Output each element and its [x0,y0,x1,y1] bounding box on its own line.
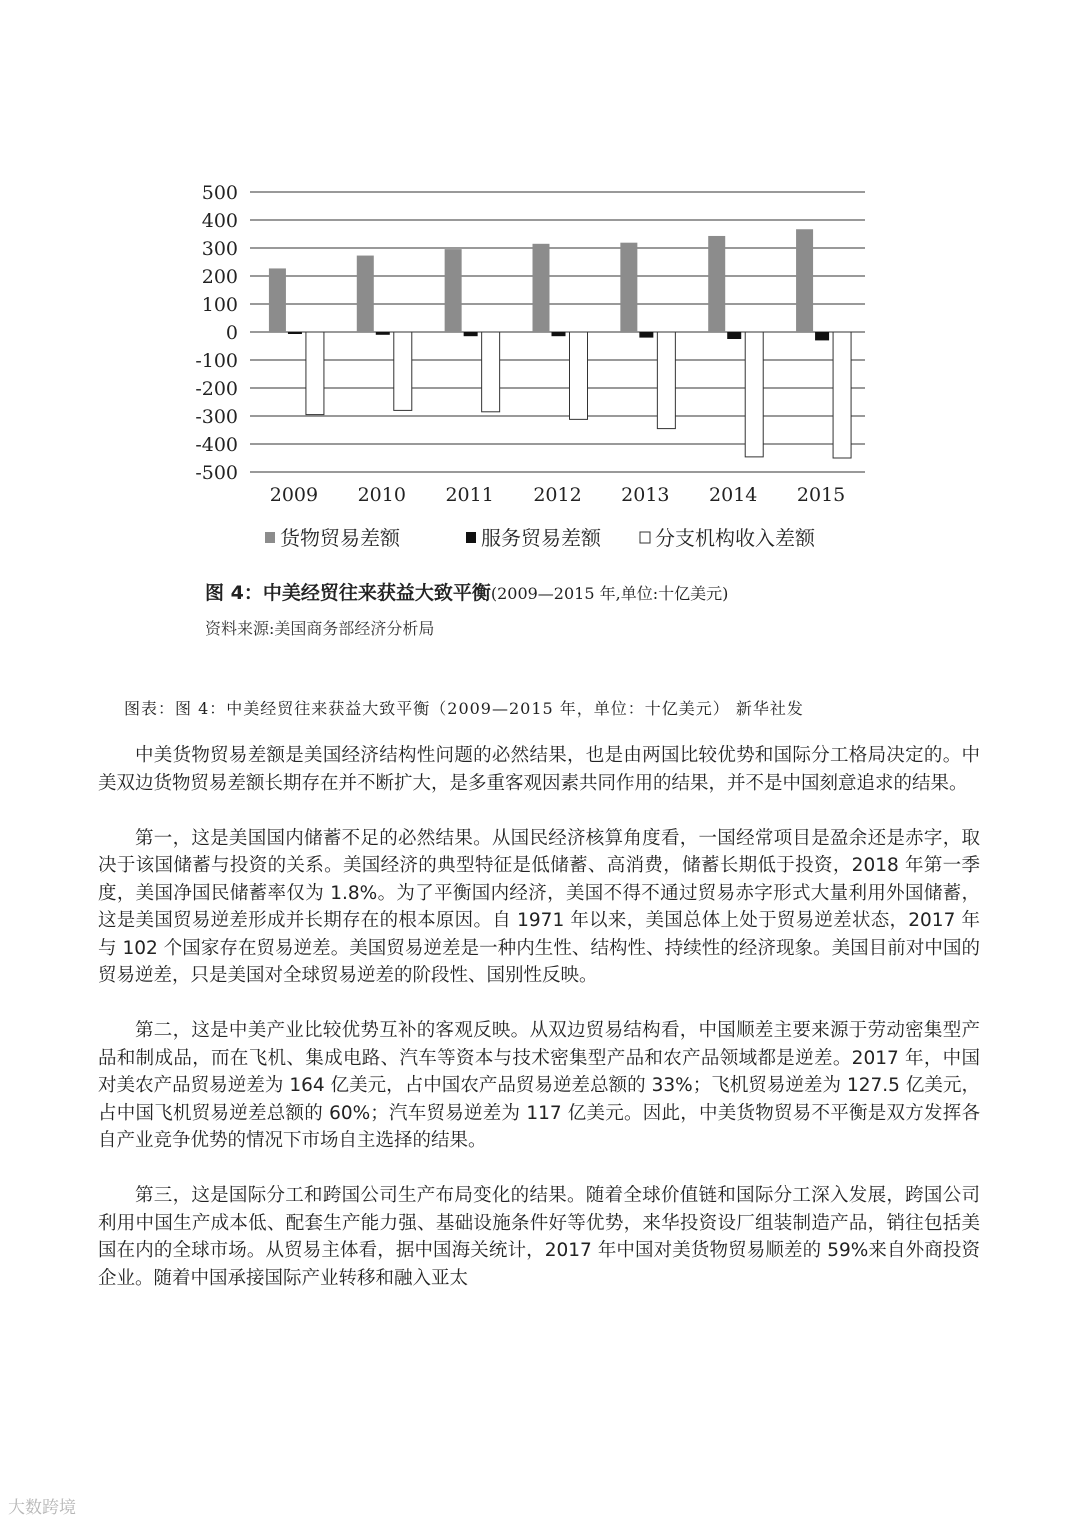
y-tick-label: -100 [195,350,238,372]
bar-services [815,332,829,340]
legend-label: 服务贸易差额 [481,526,601,550]
bar-services [639,332,653,338]
article-body [98,742,980,1320]
figure-title [205,578,965,605]
watermark-logo: 大数跨境 [8,1498,76,1518]
bar-services [727,332,741,339]
bar-goods [357,256,374,332]
y-tick-label: 200 [201,266,238,288]
legend-label: 分支机构收入差额 [655,526,815,550]
x-tick-label: 2011 [445,484,494,506]
y-tick-label: 100 [201,294,238,316]
y-tick-label: -500 [195,462,238,484]
legend-swatch [466,532,476,543]
paragraph: 中美货物贸易差额是美国经济结构性问题的必然结果，也是由两国比较优势和国际分工格局决定的。中美双边货物贸易差额长期存在并不断扩大，是多重客观因素共同作用的结果，并不是中国刻意追求的结果。 [98,745,980,794]
y-tick-label: 300 [201,238,238,260]
y-tick-label: 0 [225,322,238,344]
figure-source: 资料来源:美国商务部经济分析局 [205,619,435,638]
bar-goods [796,229,813,332]
bar-affiliates [482,332,500,412]
y-tick-label: -400 [195,434,238,456]
bar-services [288,332,302,334]
paragraph: 第三，这是国际分工和跨国公司生产布局变化的结果。随着全球价值链和国际分工深入发展，跨国公司利用中国生产成本低、配套生产能力强、基础设施条件好等优势，来华投资设厂组装制造产品，销往包括美国在内的全球市场。从贸易主体看，据中国海关统计，2017 年中国对美货物贸易顺差的 59%来自外商投资企业。随着中国承接国际产业转移和融入亚太 [98,1185,980,1289]
bar-goods [269,268,286,332]
x-tick-label: 2009 [269,484,319,506]
x-tick-label: 2012 [533,484,582,506]
bar-affiliates [833,332,851,458]
x-tick-label: 2014 [709,484,758,506]
bar-goods [533,244,550,332]
legend-swatch [265,532,275,543]
figure-title-main: 图 4：中美经贸往来获益大致平衡 [205,582,491,604]
bar-services [552,332,566,336]
y-tick-label: -300 [195,406,238,428]
bar-affiliates [745,332,763,457]
x-tick-label: 2015 [796,484,846,506]
bar-services [376,332,390,335]
paragraph: 第二，这是中美产业比较优势互补的客观反映。从双边贸易结构看，中国顺差主要来源于劳动密集型产品和制成品，而在飞机、集成电路、汽车等资本与技术密集型产品和农产品领域都是逆差。2017 年，中国对美农产品贸易逆差为 164 亿美元，占中国农产品贸易逆差总额的 33%；飞机贸易逆差为 127.5 亿美元，占中国飞机贸易逆差总额的 60%；汽车贸易逆差为 117 亿美元。因此，中美货物贸易不平衡是双方发挥各自产业竞争优势的情况下市场自主选择的结果。 [98,1020,980,1151]
y-tick-label: -200 [195,378,238,400]
x-tick-label: 2010 [357,484,406,506]
legend-label: 货物贸易差额 [280,526,400,550]
legend-swatch [640,532,650,543]
bar-services [464,332,478,336]
bar-goods [708,236,725,332]
x-tick-label: 2013 [621,484,670,506]
bar-affiliates [394,332,412,410]
paragraph: 第一，这是美国国内储蓄不足的必然结果。从国民经济核算角度看，一国经常项目是盈余还是赤字，取决于该国储蓄与投资的关系。美国经济的典型特征是低储蓄、高消费，储蓄长期低于投资，2018 年第一季度，美国净国民储蓄率仅为 1.8%。为了平衡国内经济，美国不得不通过贸易赤字形式大量利用外国储蓄，这是美国贸易逆差形成并长期存在的根本原因。自 1971 年以来，美国总体上处于贸易逆差状态，2017 年与 102 个国家存在贸易逆差。美国贸易逆差是一种内生性、结构性、持续性的经济现象。美国目前对中国的贸易逆差，只是美国对全球贸易逆差的阶段性、国别性反映。 [98,827,980,986]
figure-caption: 图表：图 4：中美经贸往来获益大致平衡（2009—2015 年，单位：十亿美元） 新华社发 [124,699,804,718]
bar-affiliates [570,332,588,419]
bar-goods [620,243,637,332]
y-tick-label: 500 [201,182,238,204]
trade-balance-chart [0,0,1080,570]
y-tick-label: 400 [201,210,238,232]
bar-goods [445,249,462,332]
bar-affiliates [306,332,324,415]
bar-affiliates [657,332,675,429]
figure-title-unit: (2009—2015 年,单位:十亿美元) [490,584,729,603]
